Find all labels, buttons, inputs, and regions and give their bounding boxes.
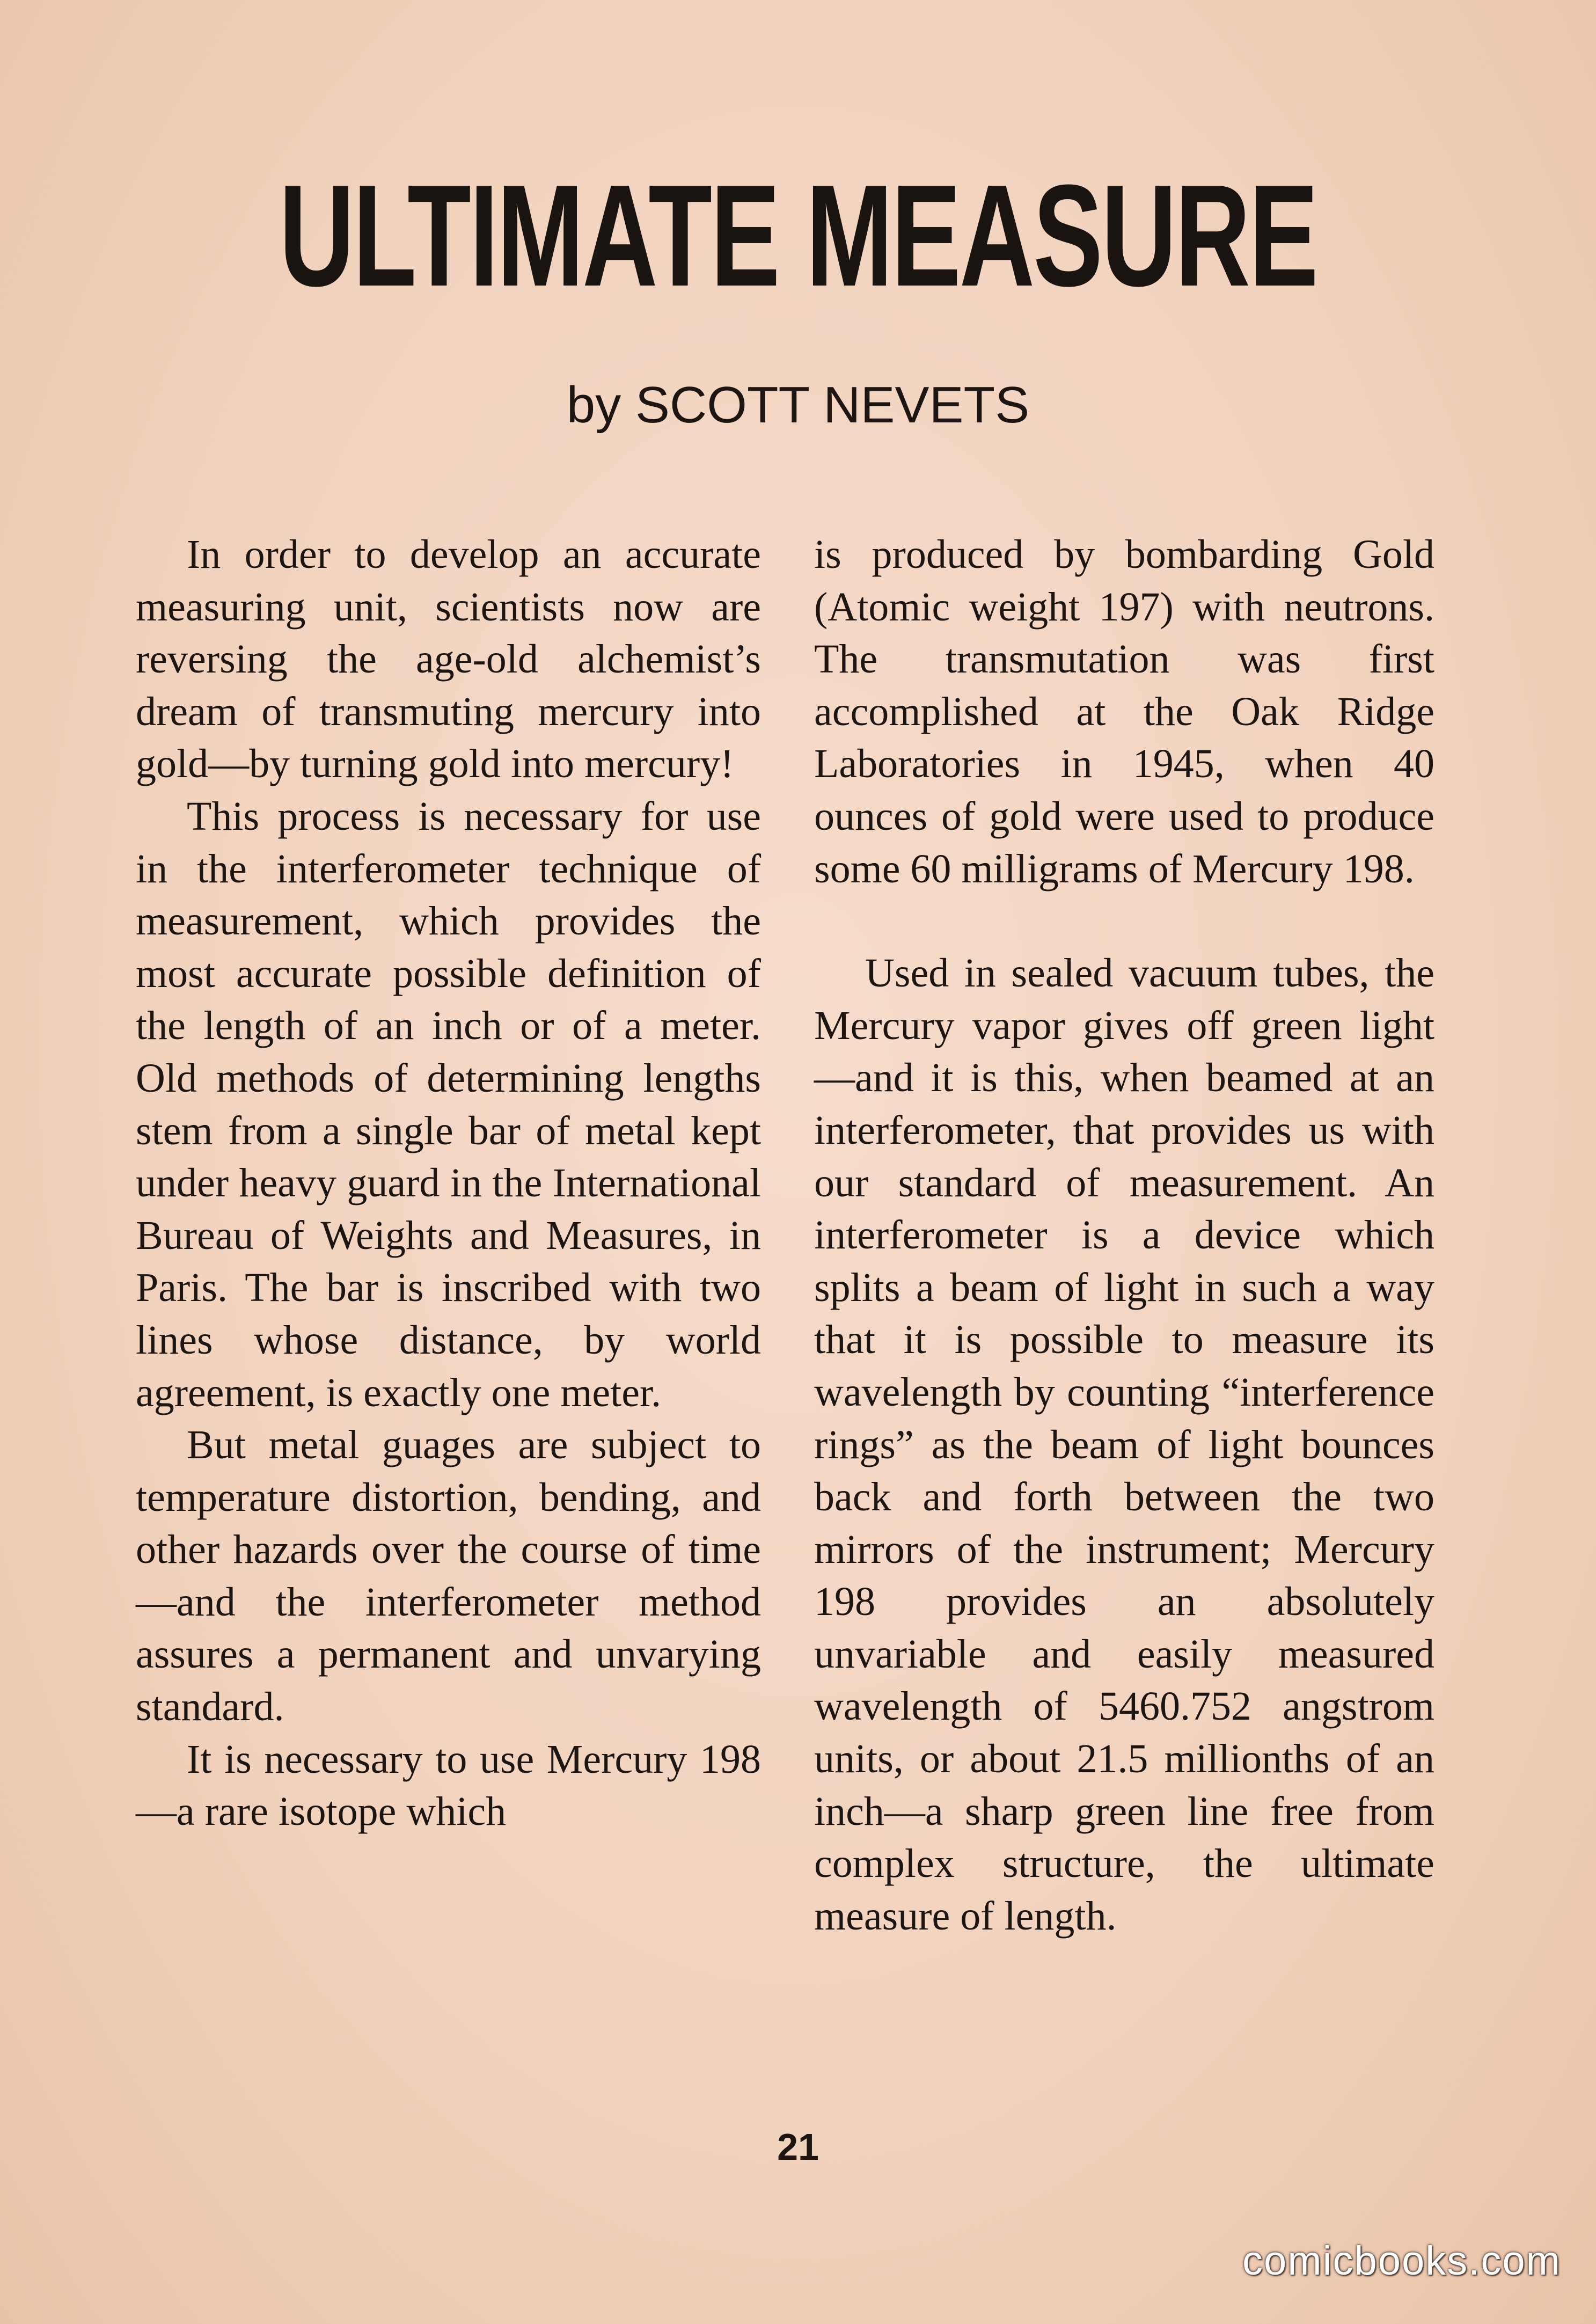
watermark: comicbooks.com: [1242, 2238, 1561, 2284]
left-column: [136, 529, 761, 1838]
article-byline: by SCOTT NEVETS: [566, 376, 1030, 434]
paragraph: This process is necessary for use in the interferometer technique of measurement, which provides the most accurate possible definition of the length of an inch or of a meter. Old methods of determining lengths stem from a single bar of metal kept under heavy guard in the International Bureau of Weights and Measures, in Paris. The bar is inscribed with two lines whose distance, by world agreement, is exactly one meter.: [136, 793, 761, 1415]
paragraph: But metal guages are subject to temperature distortion, bending, and other hazards over the course of time—and the interferometer method assures a permanent and unvarying standard.: [136, 1422, 761, 1730]
right-column: [814, 529, 1434, 1942]
page-number: 21: [777, 2126, 819, 2168]
paragraph: It is necessary to use Mercury 198—a rare isotope which: [136, 1736, 761, 1835]
article-title: ULTIMATE MEASURE: [279, 155, 1317, 317]
paragraph: is produced by bombarding Gold (Atomic weight 197) with neutrons. The transmutation was first accomplished at the Oak Ridge Laboratories in 1945, when 40 ounces of gold were used to produce some 60 milligrams of Mercury 198.: [814, 532, 1434, 891]
paragraph: Used in sealed vacuum tubes, the Mercury vapor gives off green light—and it is this, when beamed at an interferometer, that provides us with our standard of measurement. An interferometer is a device which splits a beam of light in such a way that it is possible to measure its wavelength by counting “interference rings” as the beam of light bounces back and forth between the two mirrors of the instrument; Mercury 198 provides an absolutely unvariable and easily measured wavelength of 5460.752 angstrom units, or about 21.5 millionths of an inch—a sharp green line free from complex structure, the ultimate measure of length.: [814, 951, 1434, 1939]
paragraph: In order to develop an accurate measuring unit, scientists now are reversing the age-old alchemist’s dream of transmuting mercury into gold—by turning gold into mercury!: [136, 532, 761, 787]
